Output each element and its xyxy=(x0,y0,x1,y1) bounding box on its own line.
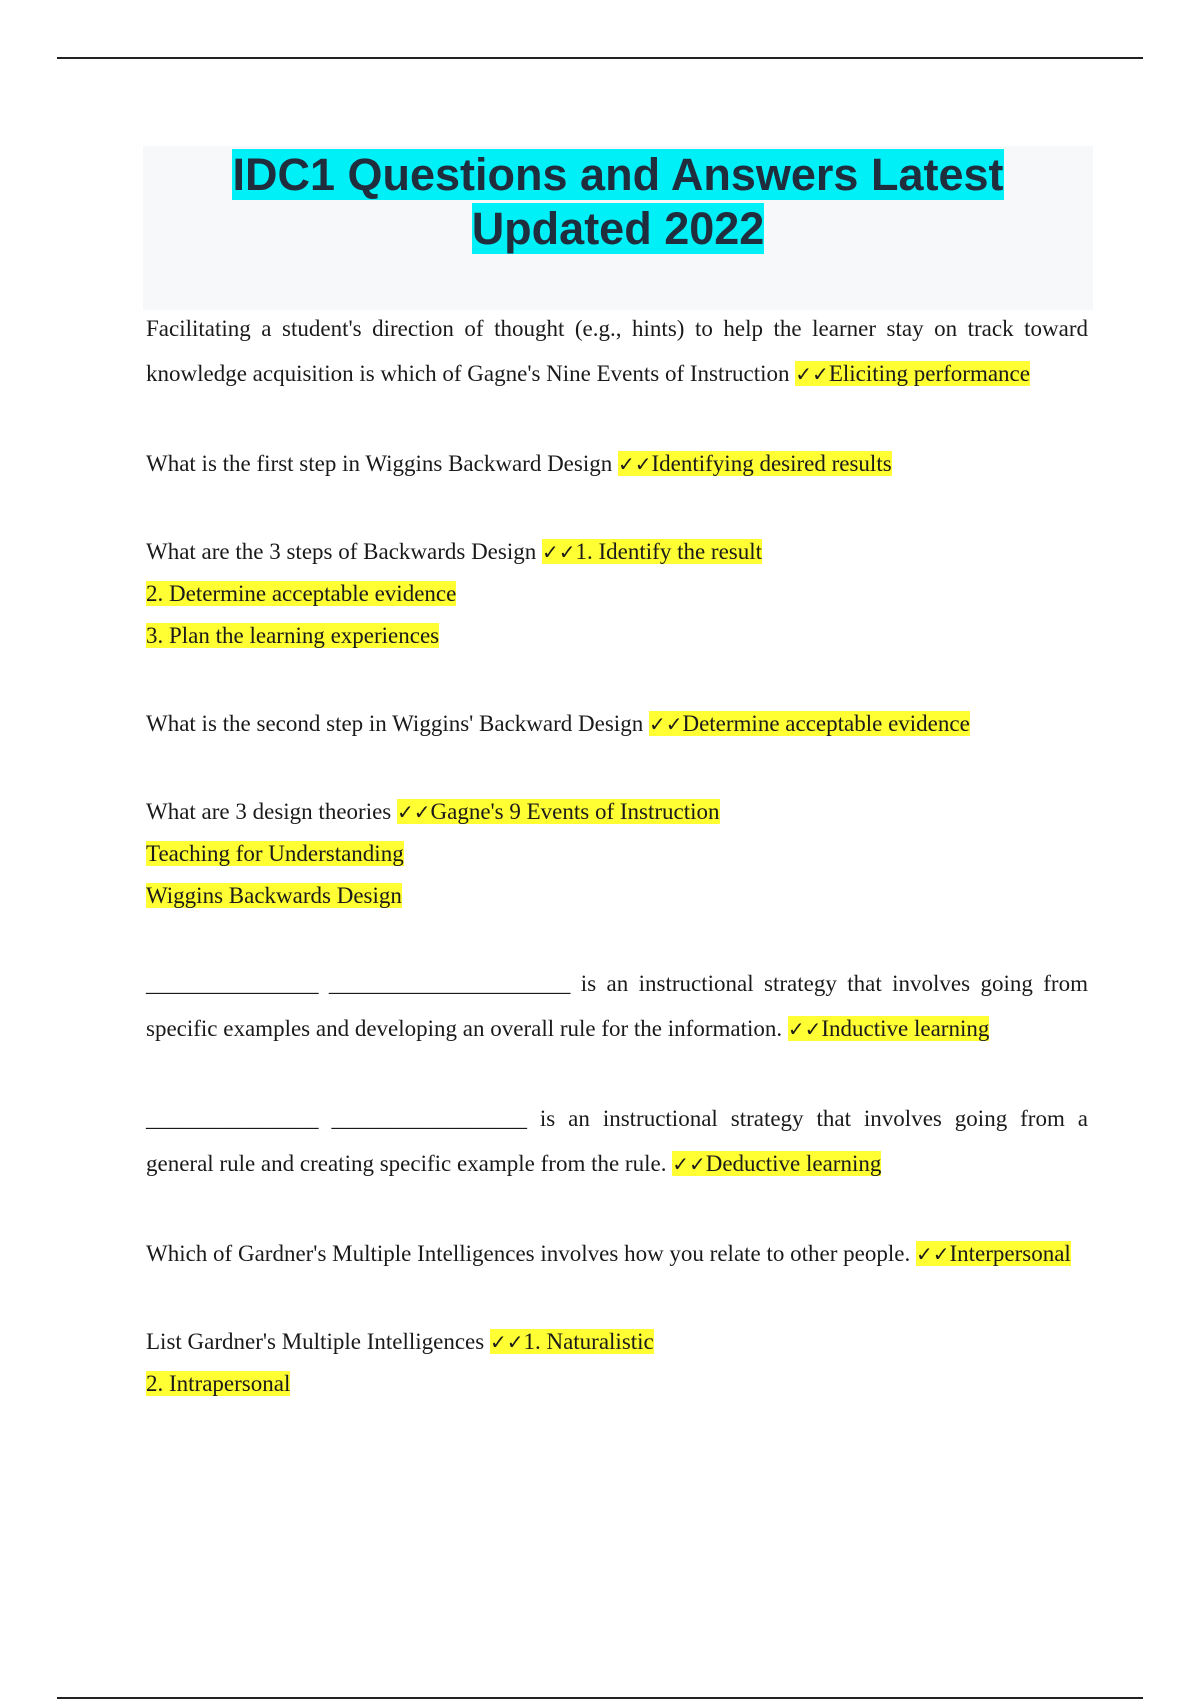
qa-list xyxy=(146,306,1088,1405)
document-title-line-2: Updated 2022 xyxy=(471,203,765,254)
check-icon: ✓✓ xyxy=(672,1152,706,1176)
qa-item xyxy=(146,306,1088,397)
check-icon: ✓✓ xyxy=(542,540,576,564)
answer-text: Wiggins Backwards Design xyxy=(146,883,402,908)
answer-text: ✓✓Inductive learning xyxy=(787,1016,990,1041)
qa-item xyxy=(146,701,1088,747)
answer-text: ✓✓Deductive learning xyxy=(672,1151,882,1176)
question-text: What are the 3 steps of Backwards Design xyxy=(146,539,537,564)
answer-text: 3. Plan the learning experiences xyxy=(146,623,440,648)
check-icon: ✓✓ xyxy=(787,1017,822,1041)
qa-item xyxy=(146,791,1088,917)
top-rule xyxy=(57,57,1143,59)
question-text: _______________ _____________________ is an instructional strategy that involves going from specific examples and developing an overall rule for the information. xyxy=(146,971,1088,1041)
answer-text: ✓✓Interpersonal xyxy=(915,1241,1071,1266)
answer-text: ✓✓1. Naturalistic xyxy=(489,1329,654,1354)
question-text: Facilitating a student's direction of thought (e.g., hints) to help the learner stay on track toward knowledge acquisition is which of Gagne's Nine Events of Instruction xyxy=(146,316,1088,386)
check-icon: ✓✓ xyxy=(648,712,683,736)
check-icon: ✓✓ xyxy=(397,800,431,824)
answer-text: ✓✓Determine acceptable evidence xyxy=(648,711,970,736)
qa-item xyxy=(146,1231,1088,1277)
check-icon: ✓✓ xyxy=(489,1330,524,1354)
qa-item xyxy=(146,531,1088,657)
answer-text: Teaching for Understanding xyxy=(146,841,404,866)
document-title-line-1: IDC1 Questions and Answers Latest xyxy=(232,149,1004,200)
bottom-rule xyxy=(57,1697,1143,1699)
check-icon: ✓✓ xyxy=(915,1242,950,1266)
check-icon: ✓✓ xyxy=(795,362,829,386)
answer-text: 2. Intrapersonal xyxy=(146,1371,291,1396)
question-text: What is the first step in Wiggins Backward Design xyxy=(146,451,613,476)
answer-text: 2. Determine acceptable evidence xyxy=(146,581,457,606)
question-text: List Gardner's Multiple Intelligences xyxy=(146,1329,485,1354)
title-box xyxy=(143,146,1093,310)
qa-item xyxy=(146,1096,1088,1187)
question-text: Which of Gardner's Multiple Intelligences involves how you relate to other people. xyxy=(146,1241,911,1266)
answer-text: ✓✓Eliciting performance xyxy=(795,361,1030,386)
answer-text: ✓✓1. Identify the result xyxy=(542,539,763,564)
question-text: What are 3 design theories xyxy=(146,799,392,824)
qa-item xyxy=(146,961,1088,1052)
answer-text: ✓✓Gagne's 9 Events of Instruction xyxy=(397,799,720,824)
qa-item xyxy=(146,1321,1088,1405)
answer-text: ✓✓Identifying desired results xyxy=(617,451,892,476)
question-text: What is the second step in Wiggins' Backward Design xyxy=(146,711,644,736)
check-icon: ✓✓ xyxy=(617,452,652,476)
qa-item xyxy=(146,441,1088,487)
question-text: _______________ _________________ is an instructional strategy that involves going from a general rule and creating specific example from the rule. xyxy=(146,1106,1088,1176)
